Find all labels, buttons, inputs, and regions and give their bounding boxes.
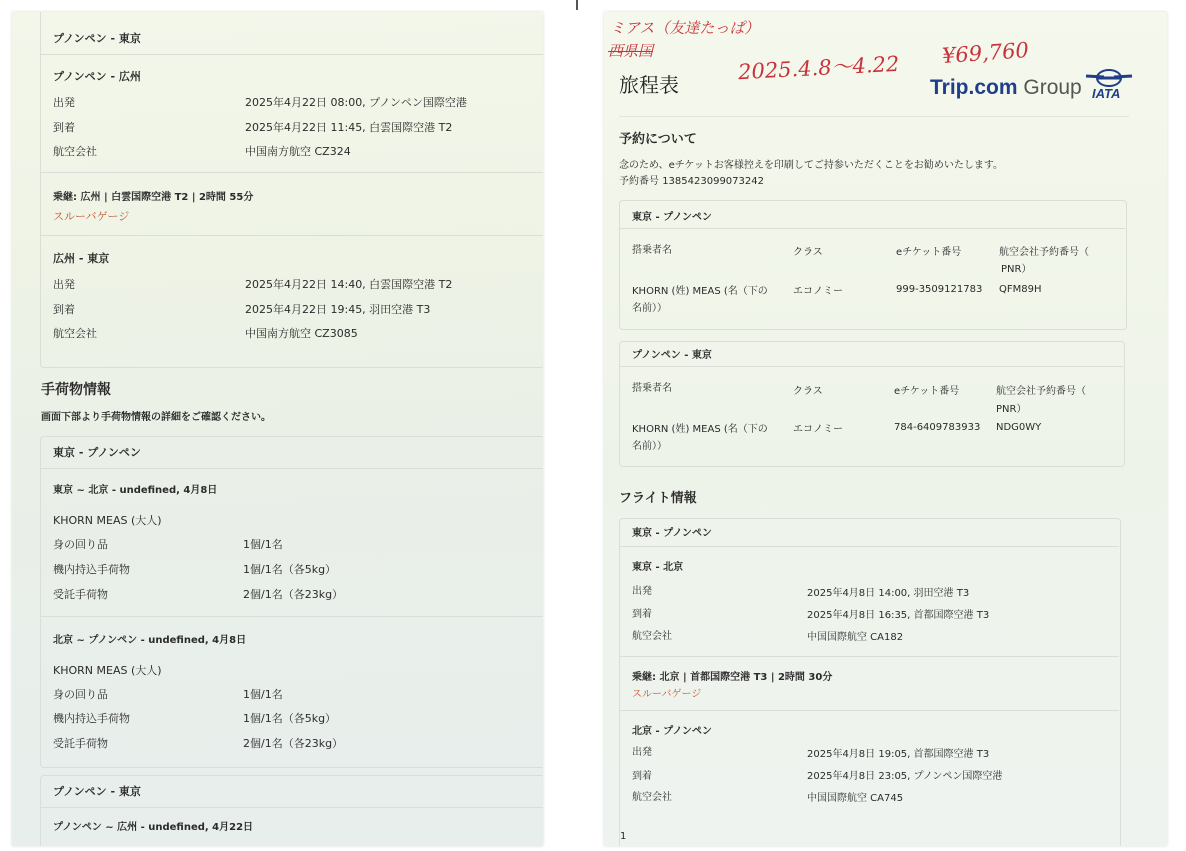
divider [40,616,543,617]
passenger-name-cont: 名前）） [632,303,667,314]
divider [619,656,1119,657]
through-baggage-label: スルーバゲージ [632,689,702,700]
row-value: 2025年4月8日 23:05, プノンペン国際空港 [807,771,1003,782]
baggage-section-subtitle: 画面下部より手荷物情報の詳細をご確認ください。 [41,412,271,423]
flight-section-heading: フライト情報 [619,491,697,506]
segment-heading: プノンペン - 東京 [53,32,141,45]
leg-route: 東京 - 北京 [632,562,684,573]
col-header-passenger: 搭乗者名 [632,383,672,394]
through-baggage-label: スルーバゲージ [53,210,130,223]
passenger-name: KHORN MEAS (大人) [53,664,162,677]
passenger-name: KHORN (姓) MEAS (名（下の [632,424,768,435]
trip-com-logo [930,76,1082,100]
row-value: 2025年4月22日 11:45, 白雲国際空港 T2 [245,121,453,134]
row-value: 2025年4月8日 19:05, 首都国際空港 T3 [807,749,990,760]
col-header-class: クラス [793,386,823,397]
segment-heading: 東京 - プノンペン [53,446,141,459]
col-header-pnr: 航空会社予約番号（ [996,386,1086,397]
divider [619,710,1119,711]
divider [619,546,1119,547]
row-value: 1個/1名（各5kg） [243,712,337,725]
pnr-value: NDG0WY [996,422,1042,433]
itinerary-page-2 [12,12,543,846]
class-value: エコノミー [793,286,843,297]
class-value: エコノミー [793,424,843,435]
divider [40,54,543,55]
row-label: 航空会社 [53,327,97,340]
row-label: 航空会社 [632,631,672,642]
baggage-route: 北京 ~ プノンペン - undefined, 4月8日 [53,635,247,646]
row-label: 身の回り品 [53,688,108,701]
row-value: 中国南方航空 CZ324 [245,145,351,158]
iata-text: IATA [1092,86,1121,101]
col-header-eticket: eチケット番号 [896,247,962,258]
row-label: 航空会社 [632,792,672,803]
segment-heading: プノンペン - 東京 [53,785,141,798]
baggage-section-title: 手荷物情報 [41,382,111,398]
booking-number-value: 1385423099073242 [662,176,764,187]
transfer-info: 乗継: 広州 | 白雲国際空港 T2 | 2時間 55分 [53,192,254,203]
handwritten-note: 西県国 [608,42,654,60]
trip-com-group-text: Group [1023,76,1082,99]
passenger-name: KHORN MEAS (大人) [53,514,162,527]
iata-globe-icon [1084,68,1134,88]
trip-com-logo-text: Trip.com [930,76,1018,99]
baggage-route: 東京 ~ 北京 - undefined, 4月8日 [53,485,218,496]
passenger-name: KHORN (姓) MEAS (名（下の [632,286,768,297]
row-label: 出発 [53,278,75,291]
divider [40,172,543,173]
row-label: 到着 [53,303,75,316]
col-header-passenger: 搭乗者名 [632,245,672,256]
divider [619,116,1129,117]
page-number: 1 [620,831,627,842]
col-header-class: クラス [793,247,823,258]
baggage-route: プノンペン ~ 広州 - undefined, 4月22日 [53,822,254,833]
booking-number-label: 予約番号 [619,176,659,187]
handwritten-price: ¥69,760 [941,38,1030,68]
row-label: 出発 [632,747,652,758]
row-value: 中国南方航空 CZ3085 [245,327,358,340]
document-title: 旅程表 [619,73,679,97]
col-header-pnr-cont: PNR） [1001,264,1032,275]
booking-heading: 予約について [619,132,697,147]
divider [40,468,543,469]
divider [619,228,1125,229]
row-label: 受託手荷物 [53,737,108,750]
row-label: 身の回り品 [53,538,108,551]
row-value: 2025年4月22日 14:40, 白雲国際空港 T2 [245,278,453,291]
divider [619,366,1123,367]
row-label: 出発 [632,586,652,597]
booking-number [619,172,764,187]
ticket-route: プノンペン - 東京 [632,350,712,361]
row-value: 1個/1名（各5kg） [243,563,337,576]
row-label: 航空会社 [53,145,97,158]
leg-route: 広州 - 東京 [53,252,110,265]
segment-heading: 東京 - プノンペン [632,528,712,539]
row-label: 機内持込手荷物 [53,563,130,576]
row-value: 1個/1名 [243,538,283,551]
leg-route: 北京 - プノンペン [632,726,712,737]
divider [40,807,543,808]
divider [40,235,543,236]
row-label: 到着 [632,771,652,782]
eticket-number: 999-3509121783 [896,284,983,295]
passenger-name-cont: 名前）） [632,441,667,452]
eticket-number: 784-6409783933 [894,422,981,433]
row-value: 2025年4月22日 19:45, 羽田空港 T3 [245,303,431,316]
row-label: 到着 [632,609,652,620]
scan-mark [576,0,578,10]
itinerary-page-1 [604,12,1167,846]
leg-route: プノンペン - 広州 [53,70,141,83]
ticket-route: 東京 - プノンペン [632,212,712,223]
row-value: 2025年4月8日 14:00, 羽田空港 T3 [807,588,970,599]
booking-note: 念のため、eチケットお客様控えを印刷してご持参いただくことをお勧めいたします。 [619,160,1004,171]
row-value: 中国国際航空 CA745 [807,793,904,804]
transfer-info: 乗継: 北京 | 首都国際空港 T3 | 2時間 30分 [632,672,833,683]
handwritten-dates: 2025.4.8～4.22 [737,51,900,85]
iata-logo [1084,68,1134,102]
row-value: 中国国際航空 CA182 [807,632,904,643]
handwritten-note: ミアス（友達たっぱ） [610,19,760,37]
row-value: 2025年4月22日 08:00, プノンペン国際空港 [245,96,467,109]
row-value: 2個/1名（各23kg） [243,588,344,601]
col-header-eticket: eチケット番号 [894,386,960,397]
row-value: 2個/1名（各23kg） [243,737,344,750]
row-label: 機内持込手荷物 [53,712,130,725]
row-label: 到着 [53,121,75,134]
row-value: 1個/1名 [243,688,283,701]
row-label: 受託手荷物 [53,588,108,601]
pnr-value: QFM89H [999,284,1042,295]
row-label: 出発 [53,96,75,109]
col-header-pnr: 航空会社予約番号（ [999,247,1089,258]
row-value: 2025年4月8日 16:35, 首都国際空港 T3 [807,610,990,621]
col-header-pnr-cont: PNR） [996,404,1027,415]
